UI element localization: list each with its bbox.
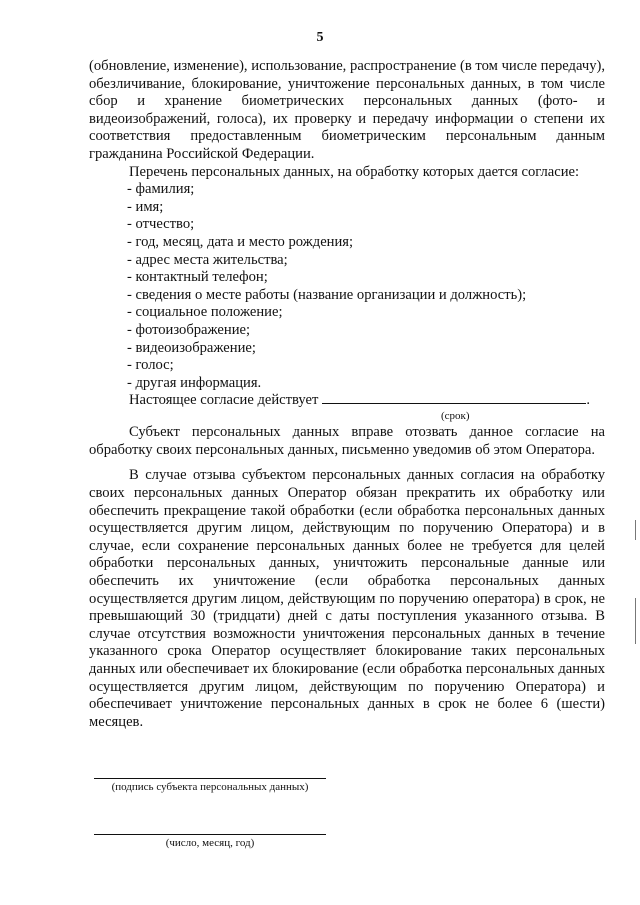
paragraph-withdraw-right: Субъект персональных данных вправе отозвать данное согласие на обработку своих персональных данных, письменно уведомив об этом Оператора.: [89, 424, 605, 458]
date-caption: (число, месяц, год): [165, 837, 255, 849]
validity-period: .: [586, 392, 591, 409]
list-item: - другая информация.: [127, 374, 262, 391]
subject-signature-line: [94, 778, 326, 793]
date-signature-line: [94, 834, 326, 849]
list-item: - фотоизображение;: [127, 321, 251, 338]
list-item: - адрес места жительства;: [127, 251, 288, 268]
margin-mark: [635, 520, 636, 540]
validity-label: Настоящее согласие действует: [129, 392, 319, 409]
personal-data-list: [89, 181, 605, 392]
term-blank-field: [322, 402, 586, 404]
subject-signature-caption: (подпись субъекта персональных данных): [111, 781, 309, 793]
list-item: - год, месяц, дата и место рождения;: [127, 233, 354, 250]
margin-mark: [635, 598, 636, 644]
list-item: - отчество;: [127, 216, 195, 233]
page-number: 5: [316, 30, 324, 45]
validity-line: [89, 392, 605, 410]
paragraph-withdraw-case: В случае отзыва субъектом персональных данных согласия на обработку своих персональных данных Оператор обязан прекратить их обработку или обеспечить прекращение такой обработки (если обработка персональных данных осуществляется другим лицом, действующим по поручению Оператора) и в случае, если сохранение персональных данных более не требуется для целей обработки персональных данных, уничтожить персональные данные или обеспечить их уничтожение (если обработка персональных данных осуществляется другим лицом, действующим по поручению оператора) в срок, не превышающий 30 (тридцати) дней с даты поступления указанного отзыва. В случае отсутствия возможности уничтожения персональных данных в течение указанного срока Оператор осуществляет блокирование таких персональных данных или обеспечивает их блокирование (если обработка персональных данных осуществляется другим лицом, действующим по поручению Оператора) и обеспечивает уничтожение персональных данных в срок не более 6 (шести) месяцев.: [89, 467, 605, 730]
term-hint: (срок): [441, 410, 470, 423]
list-item: - имя;: [127, 198, 164, 215]
paragraph-continuation: (обновление, изменение), использование, распространение (в том числе передачу), обезличивание, блокирование, уничтожение персональных данных, в том числе сбор и хранение биометрических персональных данных (фото- и видеоизображений, голоса), их проверку и передачу информации о степени их соответствия предоставленным биометрическим персональным данным гражданина Российской Федерации.: [89, 58, 605, 162]
list-item: - фамилия;: [127, 181, 195, 198]
list-item: - голос;: [127, 357, 174, 374]
document-body: [89, 58, 605, 731]
list-item: - сведения о месте работы (название организации и должность);: [127, 286, 527, 303]
list-item: - видеоизображение;: [127, 339, 256, 356]
list-item: - социальное положение;: [127, 304, 283, 321]
paragraph-list-intro: Перечень персональных данных, на обработку которых дается согласие:: [129, 163, 580, 180]
list-item: - контактный телефон;: [127, 269, 268, 286]
